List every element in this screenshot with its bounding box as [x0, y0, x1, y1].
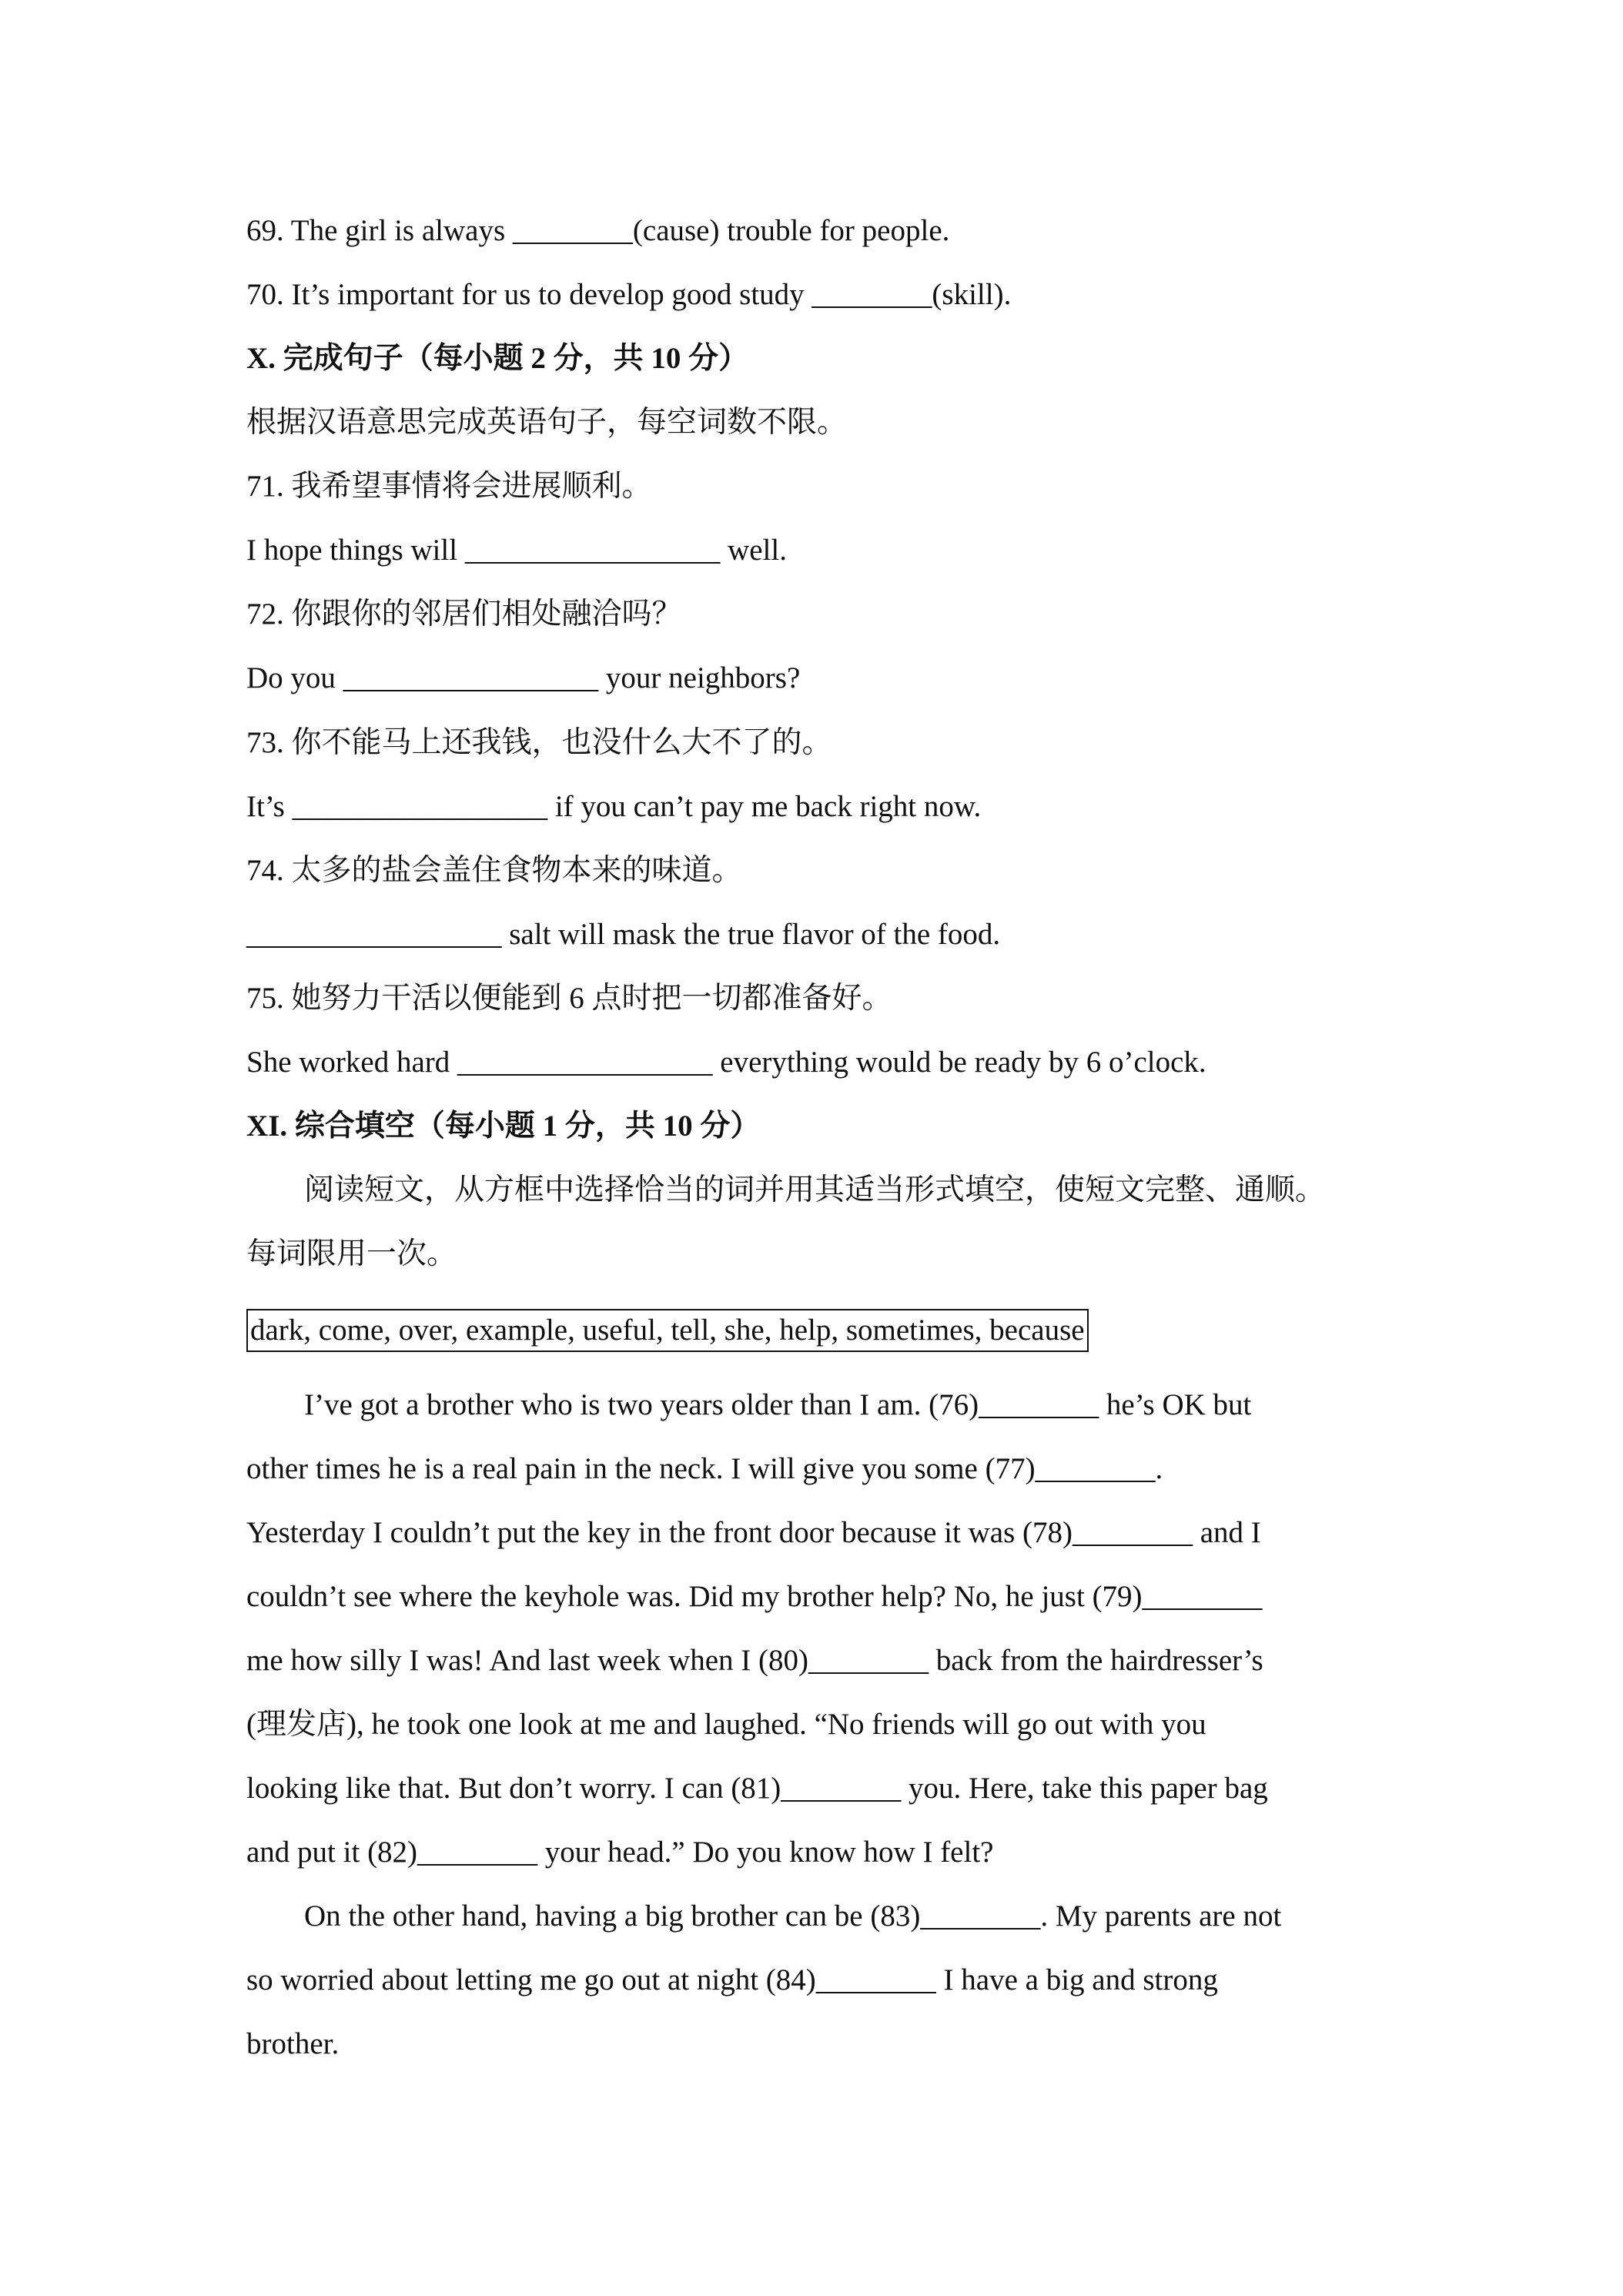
section-x-instruction: 根据汉语意思完成英语句子，每空词数不限。: [246, 406, 848, 439]
question-74-chinese: 74. 太多的盐会盖住食物本来的味道。: [246, 854, 742, 887]
question-75-chinese: 75. 她努力干活以便能到 6 点时把一切都准备好。: [246, 982, 892, 1015]
passage-line-4: couldn’t see where the keyhole was. Did my brother help? No, he just (79)________: [246, 1580, 1263, 1613]
passage-line-5: me how silly I was! And last week when I (80)________ back from the hairdresser’s: [246, 1644, 1263, 1677]
section-xi-instruction-line-2: 每词限用一次。: [246, 1237, 457, 1270]
question-72-chinese: 72. 你跟你的邻居们相处融洽吗？: [246, 597, 682, 631]
passage-line-11: brother.: [246, 2027, 340, 2060]
passage-line-7: looking like that. But don’t worry. I can (81)________ you. Here, take this paper bag: [246, 1772, 1268, 1805]
question-75-english: She worked hard _________________ everything would be ready by 6 o’clock.: [246, 1046, 1206, 1079]
question-73-english: It’s _________________ if you can’t pay me back right now.: [246, 790, 982, 823]
question-72-english: Do you _________________ your neighbors?: [246, 661, 801, 694]
question-74-english: _________________ salt will mask the true flavor of the food.: [246, 918, 1001, 951]
passage-line-10: so worried about letting me go out at night (84)________ I have a big and strong: [246, 1963, 1218, 1996]
question-69: 69. The girl is always ________(cause) trouble for people.: [246, 214, 950, 247]
question-70: 70. It’s important for us to develop good study ________(skill).: [246, 278, 1012, 311]
question-71-english: I hope things will _________________ well.: [246, 534, 787, 567]
question-73-chinese: 73. 你不能马上还我钱，也没什么大不了的。: [246, 726, 832, 759]
question-71-chinese: 71. 我希望事情将会进展顺利。: [246, 470, 652, 503]
section-x-title: X. 完成句子（每小题 2 分，共 10 分）: [246, 342, 749, 375]
passage-line-2: other times he is a real pain in the neck. I will give you some (77)________.: [246, 1452, 1163, 1485]
passage-line-8: and put it (82)________ your head.” Do you know how I felt?: [246, 1836, 994, 1869]
word-box: dark, come, over, example, useful, tell, she, help, sometimes, because: [246, 1309, 1089, 1352]
passage-line-9: On the other hand, having a big brother can be (83)________. My parents are not: [304, 1899, 1282, 1933]
section-xi-title: XI. 综合填空（每小题 1 分，共 10 分）: [246, 1110, 761, 1143]
passage-line-3: Yesterday I couldn’t put the key in the front door because it was (78)________ and I: [246, 1516, 1261, 1549]
passage-line-6: (理发店), he took one look at me and laughed. “No friends will go out with you: [246, 1708, 1206, 1741]
section-xi-instruction-line-1: 阅读短文，从方框中选择恰当的词并用其适当形式填空，使短文完整、通顺。: [304, 1173, 1326, 1207]
passage-line-1: I’ve got a brother who is two years older than I am. (76)________ he’s OK but: [304, 1388, 1252, 1421]
